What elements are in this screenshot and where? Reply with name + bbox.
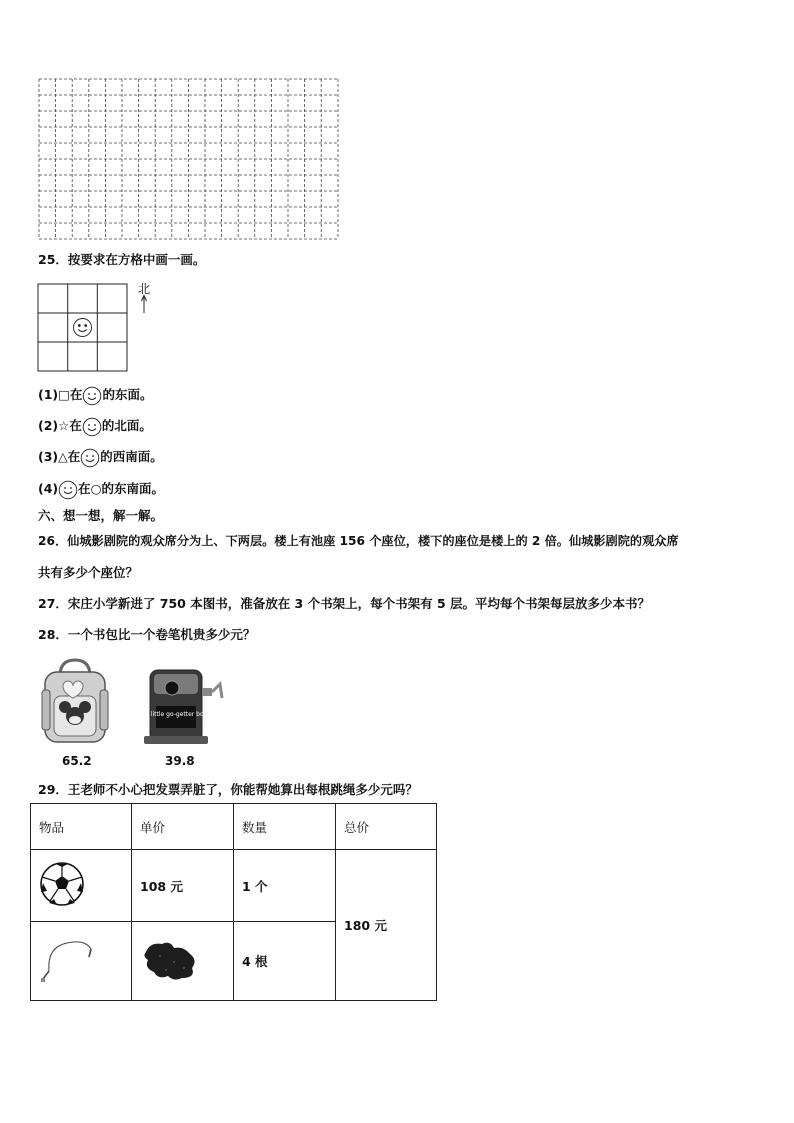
smiley-face-icon <box>82 417 102 437</box>
sharpener-label: A little go-getter boy <box>144 711 208 718</box>
football-icon <box>39 861 85 907</box>
jump-rope-icon <box>39 935 99 985</box>
north-label: 北 <box>138 282 151 296</box>
table-header-row <box>31 804 437 850</box>
football-quantity: 1 个 <box>234 850 336 922</box>
sharpener-price: 39.8 <box>165 754 195 768</box>
smudge-cell <box>132 922 234 1001</box>
q27-text: 27．宋庄小学新进了 750 本图书，准备放在 3 个书架上，每个书架有 5 层。平均每个书架每层放多少本书？ <box>38 596 650 611</box>
backpack-image <box>38 656 112 746</box>
invoice-table <box>30 803 437 1001</box>
q25-title: 25．按要求在方格中画一画。 <box>38 252 206 267</box>
header-item: 物品 <box>31 804 132 850</box>
q25-item-2: (2)☆在 的北面。 <box>38 416 152 437</box>
football-cell <box>31 850 132 922</box>
header-total: 总价 <box>336 804 437 850</box>
q29-text: 29．王老师不小心把发票弄脏了，你能帮她算出每根跳绳多少元吗？ <box>38 782 418 797</box>
total-price: 180 元 <box>336 850 437 1001</box>
smiley-face-icon <box>80 448 100 468</box>
smiley-face-icon <box>58 480 78 500</box>
header-quantity: 数量 <box>234 804 336 850</box>
smiley-face-icon <box>74 319 92 337</box>
table-row <box>31 850 437 922</box>
north-arrow-icon <box>139 294 149 314</box>
backpack-price: 65.2 <box>62 754 92 768</box>
dashed-drawing-grid <box>38 78 340 241</box>
q25-grid <box>37 283 129 373</box>
jump-rope-cell <box>31 922 132 1001</box>
q26-line-1: 26．仙城影剧院的观众席分为上、下两层。楼上有池座 156 个座位，楼下的座位是楼上的 2 倍。仙城影剧院的观众席 <box>38 534 679 548</box>
q26-line-2: 共有多少个座位？ <box>38 565 139 580</box>
football-unit-price: 108 元 <box>132 850 234 922</box>
header-unit-price: 单价 <box>132 804 234 850</box>
q25-item-3: (3)△在 的西南面。 <box>38 447 163 468</box>
section-6-title: 六、想一想，解一解。 <box>38 508 164 523</box>
ink-smudge-icon <box>140 938 202 982</box>
q28-text: 28．一个书包比一个卷笔机贵多少元？ <box>38 627 256 642</box>
q25-item-4: (4) 在○的东南面。 <box>38 479 164 500</box>
jump-rope-quantity: 4 根 <box>234 922 336 1001</box>
pencil-sharpener-image <box>140 662 224 748</box>
smiley-face-icon <box>82 386 102 406</box>
q25-item-1: (1)□在 的东面。 <box>38 385 152 406</box>
